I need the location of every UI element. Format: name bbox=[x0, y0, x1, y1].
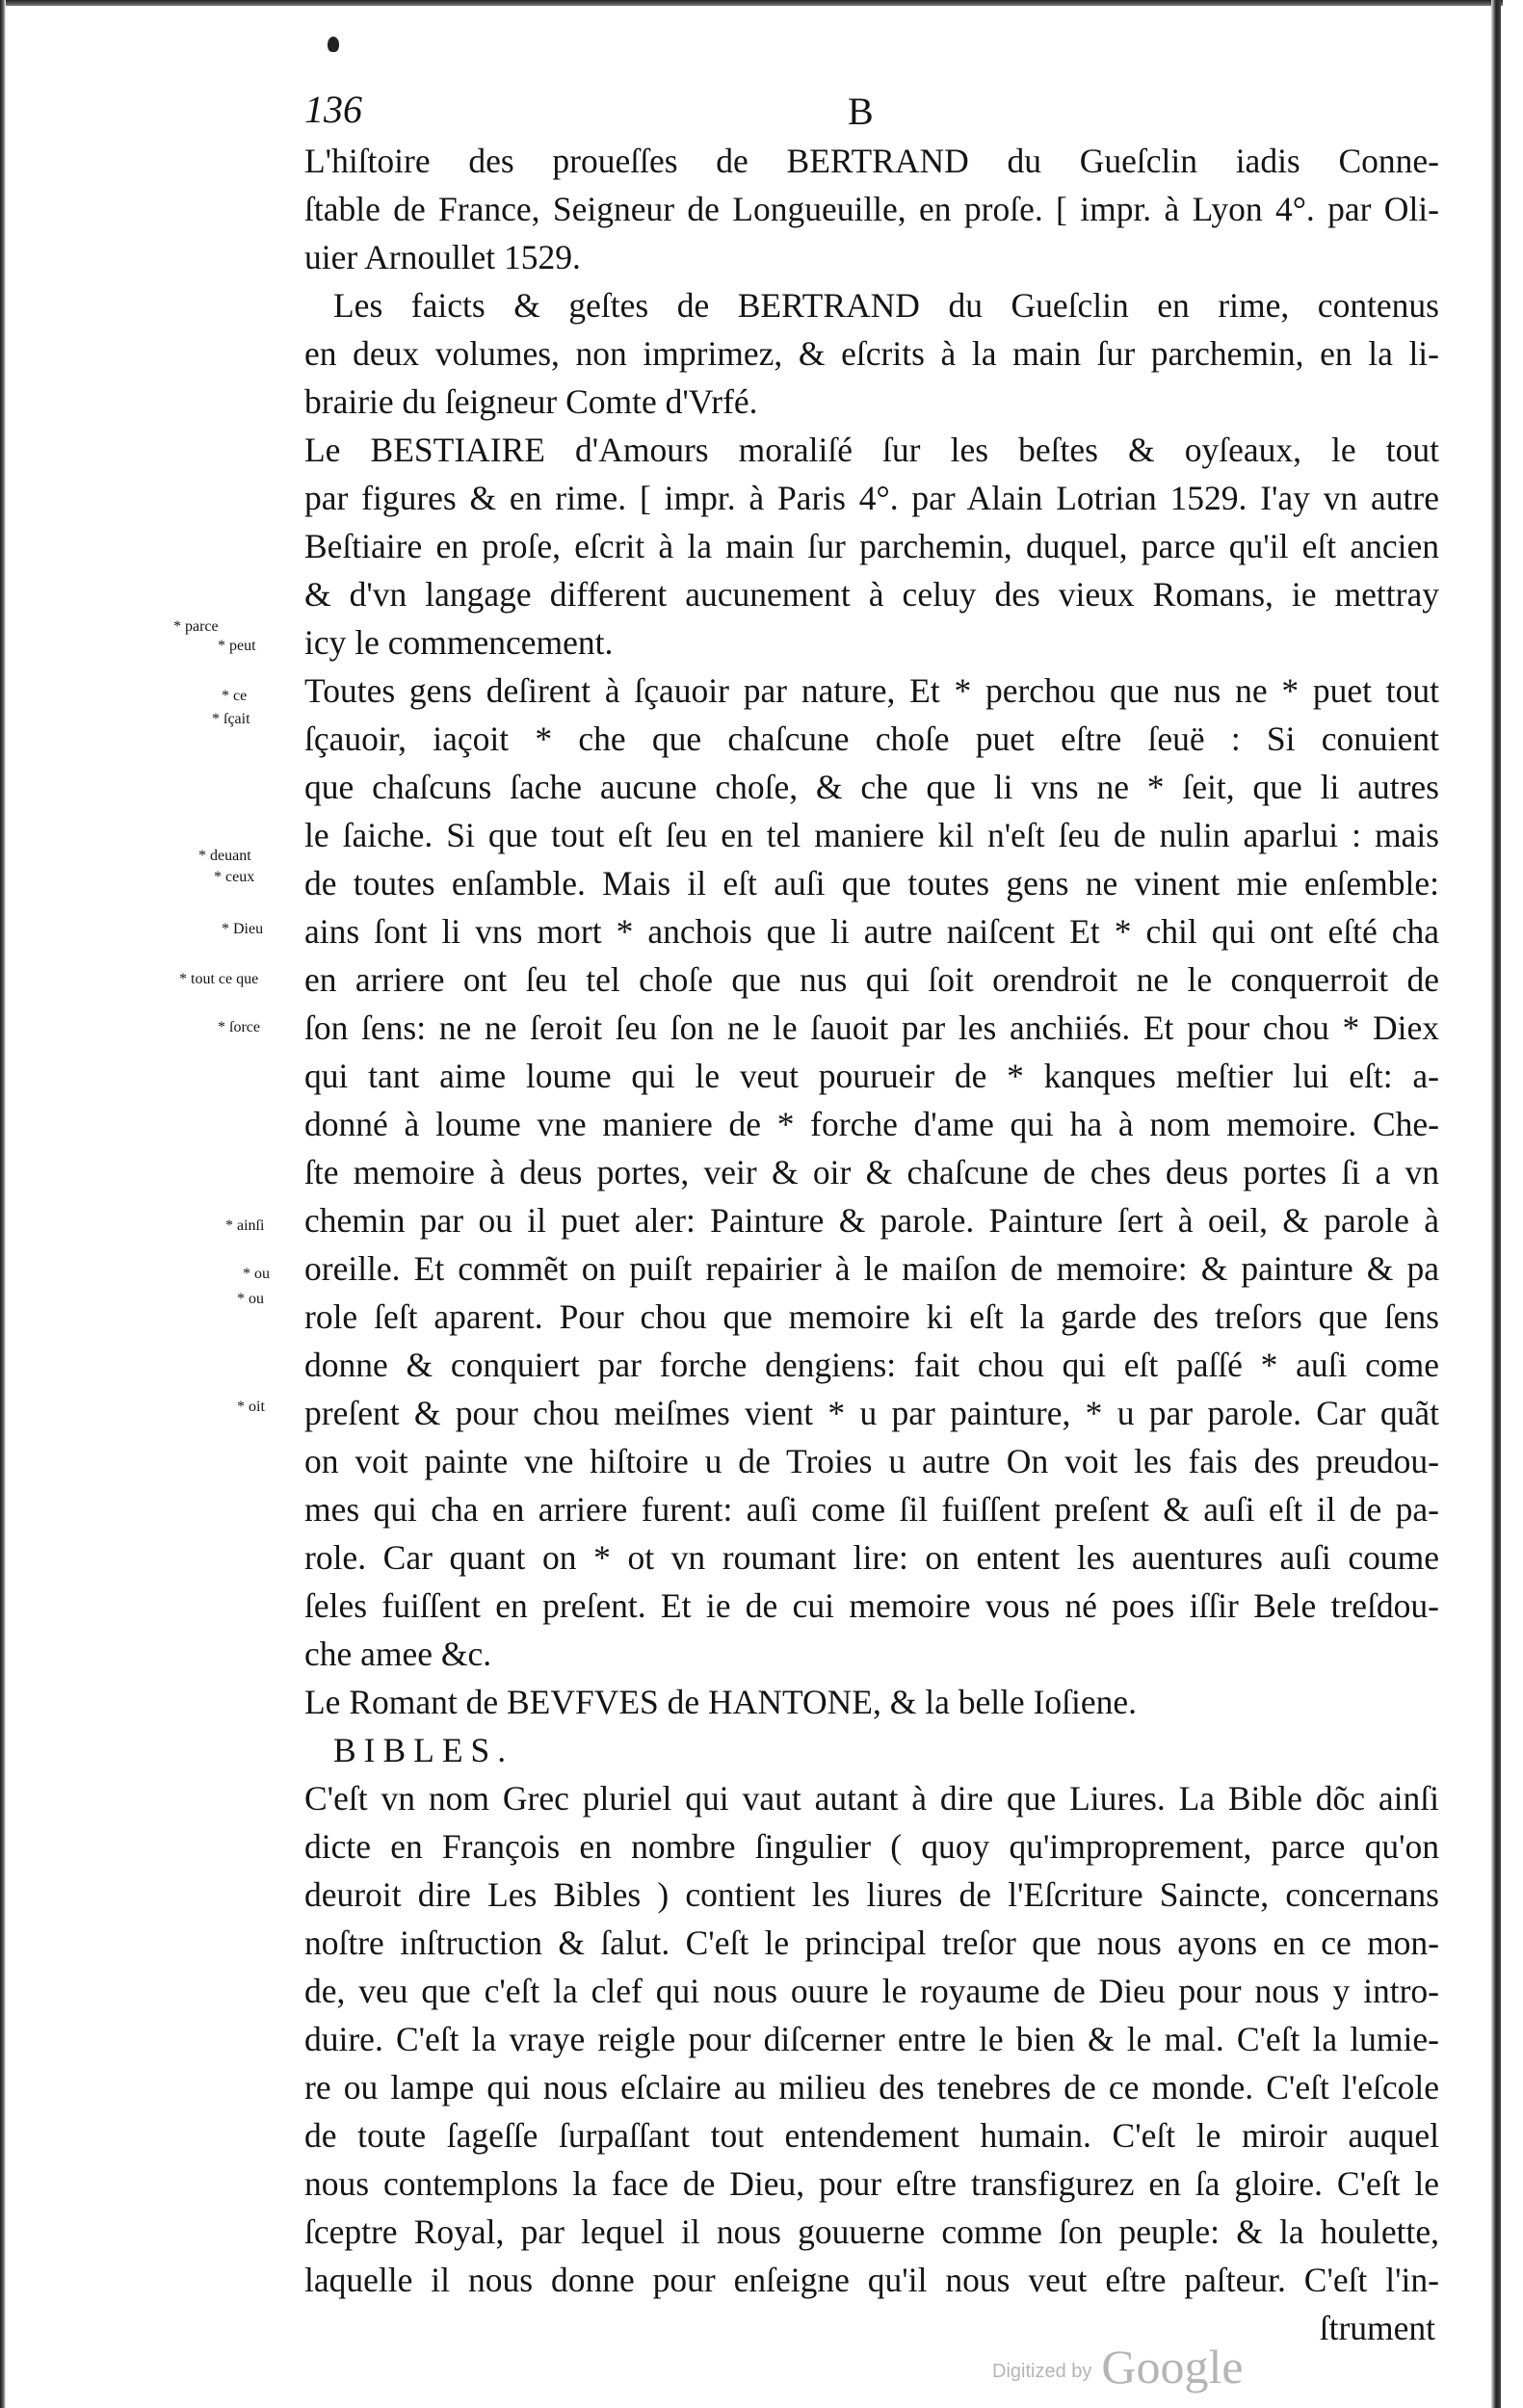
text-line: nous contemplons la face de Dieu, pour eſtre transfigurez en ſa gloire. C'eſt le bbox=[304, 2164, 1439, 2203]
catchword: ſtrument bbox=[1319, 2309, 1435, 2347]
margin-note: * ceux bbox=[214, 869, 255, 885]
section-heading: BIBLES. bbox=[333, 1731, 514, 1769]
text-line: que chaſcuns ſache aucune choſe, & che que li vns ne * ſeit, que li autres bbox=[304, 768, 1439, 806]
margin-note: * peut bbox=[218, 638, 256, 654]
text-line: donné à loume vne maniere de * forche d'ame qui ha à nom memoire. Che- bbox=[304, 1105, 1439, 1143]
text-line: che amee &c. bbox=[304, 1635, 492, 1673]
text-line: ſte memoire à deus portes, veir & oir & chaſcune de ches deus portes ſi a vn bbox=[304, 1153, 1439, 1191]
margin-note: * ſçait bbox=[212, 711, 250, 727]
text-line: Beſtiaire en proſe, eſcrit à la main ſur parchemin, duquel, parce qu'il eſt ancien bbox=[304, 527, 1439, 565]
watermark-prefix: Digitized by bbox=[992, 2361, 1092, 2382]
margin-note: * oit bbox=[237, 1399, 265, 1415]
text-line: le ſaiche. Si que tout eſt ſeu en tel maniere kil n'eſt ſeu de nulin aparlui : mais bbox=[304, 816, 1439, 854]
text-line: qui tant aime loume qui le veut pourueir de * kanques meſtier lui eſt: a- bbox=[304, 1057, 1439, 1095]
text-line: de, veu que c'eſt la clef qui nous ouure le royaume de Dieu pour nous y intro- bbox=[304, 1972, 1439, 2010]
margin-note: * tout ce que bbox=[179, 971, 259, 987]
text-line: Le BESTIAIRE d'Amours moraliſé ſur les beſtes & oyſeaux, le tout bbox=[304, 431, 1439, 469]
google-logo: Google bbox=[1101, 2340, 1244, 2394]
text-line: role. Car quant on * ot vn roumant lire: on entent les auentures auſi coume bbox=[304, 1538, 1439, 1577]
margin-note: * ou bbox=[237, 1291, 264, 1307]
text-line: par figures & en rime. [ impr. à Paris 4°. par Alain Lotrian 1529. I'ay vn autre bbox=[304, 479, 1439, 517]
text-line: ſeles fuiſſent en preſent. Et ie de cui memoire vous né poes iſſir Bele treſdou- bbox=[304, 1586, 1439, 1625]
text-line: ſçauoir, iaçoit * che que chaſcune choſe puet eſtre ſeuë : Si conuient bbox=[304, 720, 1439, 758]
text-line: brairie du ſeigneur Comte d'Vrfé. bbox=[304, 382, 758, 421]
text-line: oreille. Et commẽt on puiſt repairier à le maiſon de memoire: & painture & pa bbox=[304, 1249, 1439, 1288]
text-line: donne & conquiert par forche dengiens: fait chou qui eſt paſſé * auſi come bbox=[304, 1346, 1439, 1384]
page-right-edge bbox=[1491, 0, 1501, 2408]
margin-note: * ce bbox=[222, 688, 248, 704]
signature-mark: B bbox=[848, 90, 874, 133]
text-line: role ſeſt aparent. Pour chou que memoire ki eſt la garde des treſors que ſens bbox=[304, 1297, 1439, 1336]
text-line: de toute ſageſſe ſurpaſſant tout entendement humain. C'eſt le miroir auquel bbox=[304, 2116, 1439, 2155]
page-number: 136 bbox=[304, 88, 362, 131]
margin-note: * ou bbox=[243, 1266, 270, 1282]
text-line: & d'vn langage different aucunement à celuy des vieux Romans, ie mettray bbox=[304, 575, 1439, 614]
text-line: icy le commencement. bbox=[304, 623, 614, 662]
text-line: en deux volumes, non imprimez, & eſcrits à la main ſur parchemin, en la li- bbox=[304, 334, 1439, 373]
text-line: Le Romant de BEVFVES de HANTONE, & la belle Ioſiene. bbox=[304, 1683, 1137, 1721]
text-line: C'eſt vn nom Grec pluriel qui vaut autant à dire que Liures. La Bible dõc ainſi bbox=[304, 1779, 1439, 1818]
text-line: chemin par ou il puet aler: Painture & parole. Painture ſert à oeil, & parole à bbox=[304, 1201, 1439, 1240]
text-line: dicte en François en nombre ſingulier ( quoy qu'improprement, parce qu'on bbox=[304, 1827, 1439, 1866]
margin-note: * ſorce bbox=[218, 1019, 260, 1035]
text-line: ſtable de France, Seigneur de Longueuille, en proſe. [ impr. à Lyon 4°. par Oli- bbox=[304, 190, 1439, 228]
ink-mark bbox=[328, 37, 339, 52]
page-left-edge bbox=[0, 0, 6, 2408]
text-line: preſent & pour chou meiſmes vient * u par painture, * u par parole. Car quãt bbox=[304, 1394, 1439, 1432]
text-line: Les faicts & geſtes de BERTRAND du Gueſclin en rime, contenus bbox=[333, 286, 1439, 325]
text-line: ſon ſens: ne ne ſeroit ſeu ſon ne le ſauoit par les anchiiés. Et pour chou * Diex bbox=[304, 1008, 1439, 1047]
text-line: laquelle il nous donne pour enſeigne qu'il nous veut eſtre paſteur. C'eſt l'in- bbox=[304, 2261, 1439, 2299]
margin-note: * deuant bbox=[198, 848, 251, 864]
margin-note: * parce bbox=[173, 618, 219, 635]
text-line: ſceptre Royal, par lequel il nous gouuerne comme ſon peuple: & la houlette, bbox=[304, 2212, 1439, 2251]
text-line: on voit painte vne hiſtoire u de Troies u autre On voit les fais des preudou- bbox=[304, 1442, 1439, 1480]
text-line: re ou lampe qui nous eſclaire au milieu des tenebres de ce monde. C'eſt l'eſcole bbox=[304, 2068, 1439, 2107]
text-line: Toutes gens deſirent à ſçauoir par nature, Et * perchou que nus ne * puet tout bbox=[304, 671, 1439, 710]
text-line: duire. C'eſt la vraye reigle pour diſcerner entre le bien & le mal. C'eſt la lumie- bbox=[304, 2020, 1439, 2058]
body-text bbox=[304, 137, 1439, 2352]
text-line: deuroit dire Les Bibles ) contient les liures de l'Eſcriture Saincte, concernans bbox=[304, 1875, 1439, 1914]
text-line: mes qui cha en arriere furent: auſi come ſil fuiſſent preſent & auſi eſt il de pa- bbox=[304, 1490, 1439, 1529]
text-line: noſtre inſtruction & ſalut. C'eſt le principal treſor que nous ayons en ce mon- bbox=[304, 1924, 1439, 1962]
digitized-watermark bbox=[992, 2339, 1244, 2395]
text-line: en arriere ont ſeu tel choſe que nus qui ſoit orendroit ne le conquerroit de bbox=[304, 960, 1439, 999]
text-line: L'hiſtoire des proueſſes de BERTRAND du Gueſclin iadis Conne- bbox=[304, 142, 1439, 180]
page-top-rule bbox=[0, 0, 1503, 6]
text-line: ains ſont li vns mort * anchois que li autre naiſcent Et * chil qui ont eſté cha bbox=[304, 912, 1439, 951]
text-line: uier Arnoullet 1529. bbox=[304, 238, 581, 276]
margin-note: * ainſi bbox=[225, 1217, 265, 1234]
text-line: de toutes enſamble. Mais il eſt auſi que toutes gens ne vinent mie enſemble: bbox=[304, 864, 1439, 903]
margin-note: * Dieu bbox=[222, 921, 264, 937]
